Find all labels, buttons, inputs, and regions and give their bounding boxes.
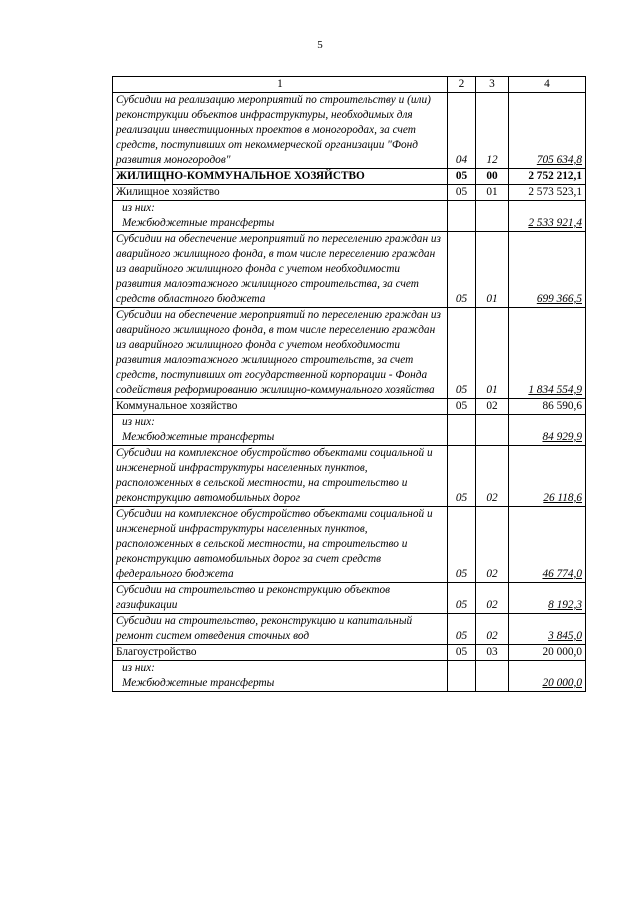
transfers-label: Межбюджетные трансферты	[122, 431, 275, 443]
amount-cell: 20 000,0	[509, 661, 586, 692]
amount-cell: 26 118,6	[509, 446, 586, 507]
subsection-code-cell: 02	[476, 614, 509, 645]
budget-table	[112, 76, 586, 692]
table-row	[113, 93, 586, 169]
column-header-3: 3	[476, 77, 509, 93]
row-name-cell	[113, 661, 448, 692]
amount-cell: 20 000,0	[509, 645, 586, 661]
subsection-code-cell: 03	[476, 645, 509, 661]
table-header-row	[113, 77, 586, 93]
column-header-1: 1	[113, 77, 448, 93]
table-row	[113, 308, 586, 399]
subsection-code-cell: 01	[476, 308, 509, 399]
amount-cell: 2 573 523,1	[509, 185, 586, 201]
amount-cell: 699 366,5	[509, 232, 586, 308]
table-row	[113, 614, 586, 645]
row-name-cell: Субсидии на строительство, реконструкцию и капитальный ремонт систем отведения сточных вод	[113, 614, 448, 645]
table-row	[113, 201, 586, 232]
section-code-cell: 05	[448, 446, 476, 507]
amount-cell: 86 590,6	[509, 399, 586, 415]
subsection-code-cell	[476, 661, 509, 692]
amount-cell: 1 834 554,9	[509, 308, 586, 399]
table-row	[113, 415, 586, 446]
column-header-2: 2	[448, 77, 476, 93]
amount-cell: 2 752 212,1	[509, 169, 586, 185]
section-code-cell: 05	[448, 232, 476, 308]
row-name-cell	[113, 201, 448, 232]
subsection-code-cell: 01	[476, 232, 509, 308]
table-row	[113, 232, 586, 308]
table-row	[113, 583, 586, 614]
amount-cell: 8 192,3	[509, 583, 586, 614]
table-row	[113, 507, 586, 583]
table-body	[113, 93, 586, 692]
section-code-cell: 05	[448, 169, 476, 185]
section-code-cell	[448, 201, 476, 232]
section-code-cell: 05	[448, 614, 476, 645]
table-row	[113, 399, 586, 415]
amount-cell: 84 929,9	[509, 415, 586, 446]
subsection-code-cell: 02	[476, 583, 509, 614]
amount-cell: 46 774,0	[509, 507, 586, 583]
row-name-cell: Жилищное хозяйство	[113, 185, 448, 201]
row-name-cell: ЖИЛИЩНО-КОММУНАЛЬНОЕ ХОЗЯЙСТВО	[113, 169, 448, 185]
amount-cell: 705 634,8	[509, 93, 586, 169]
transfers-label: Межбюджетные трансферты	[122, 677, 275, 689]
section-code-cell: 04	[448, 93, 476, 169]
transfers-label: Межбюджетные трансферты	[122, 217, 275, 229]
amount-cell: 3 845,0	[509, 614, 586, 645]
row-name-cell: Субсидии на реализацию мероприятий по строительству и (или) реконструкции объектов инфраструктуры, необходимых для реализации инвестиционных проектов в моногородах, за счет средств, поступивших от некоммерческой организации "Фонд развития моногородов"	[113, 93, 448, 169]
section-code-cell: 05	[448, 507, 476, 583]
section-code-cell: 05	[448, 399, 476, 415]
section-code-cell: 05	[448, 185, 476, 201]
of-which-label: из них:	[122, 662, 155, 674]
of-which-label: из них:	[122, 416, 155, 428]
section-code-cell: 05	[448, 583, 476, 614]
section-code-cell	[448, 661, 476, 692]
subsection-code-cell	[476, 201, 509, 232]
page-number: 5	[317, 39, 323, 51]
row-name-cell: Субсидии на строительство и реконструкцию объектов газификации	[113, 583, 448, 614]
subsection-code-cell: 00	[476, 169, 509, 185]
section-code-cell: 05	[448, 308, 476, 399]
of-which-label: из них:	[122, 202, 155, 214]
subsection-code-cell: 02	[476, 507, 509, 583]
table-row	[113, 661, 586, 692]
subsection-code-cell	[476, 415, 509, 446]
section-code-cell	[448, 415, 476, 446]
row-name-cell: Субсидии на обеспечение мероприятий по переселению граждан из аварийного жилищного фонда, в том числе переселению граждан из аварийного жилищного фонда с учетом необходимости развития малоэтажного жилищного строительств, за счет средств, поступивших от государственной корпорации - Фонда содействия реформированию жилищно-коммунального хозяйства	[113, 308, 448, 399]
row-name-cell: Субсидии на комплексное обустройство объектами социальной и инженерной инфраструктуры населенных пунктов, расположенных в сельской местности, на строительство и реконструкцию автомобильных дорог	[113, 446, 448, 507]
table-row	[113, 446, 586, 507]
subsection-code-cell: 02	[476, 446, 509, 507]
subsection-code-cell: 01	[476, 185, 509, 201]
row-name-cell: Коммунальное хозяйство	[113, 399, 448, 415]
row-name-cell: Субсидии на комплексное обустройство объектами социальной и инженерной инфраструктуры населенных пунктов, расположенных в сельской местности, на строительство и реконструкцию автомобильных дорог за счет средств федерального бюджета	[113, 507, 448, 583]
table-row	[113, 185, 586, 201]
table-row	[113, 169, 586, 185]
row-name-cell	[113, 415, 448, 446]
column-header-4: 4	[509, 77, 586, 93]
subsection-code-cell: 02	[476, 399, 509, 415]
table-row	[113, 645, 586, 661]
row-name-cell: Субсидии на обеспечение мероприятий по переселению граждан из аварийного жилищного фонда, в том числе переселению граждан из аварийного жилищного фонда с учетом необходимости развития малоэтажного жилищного строительства, за счет средств областного бюджета	[113, 232, 448, 308]
amount-cell: 2 533 921,4	[509, 201, 586, 232]
section-code-cell: 05	[448, 645, 476, 661]
row-name-cell: Благоустройство	[113, 645, 448, 661]
subsection-code-cell: 12	[476, 93, 509, 169]
